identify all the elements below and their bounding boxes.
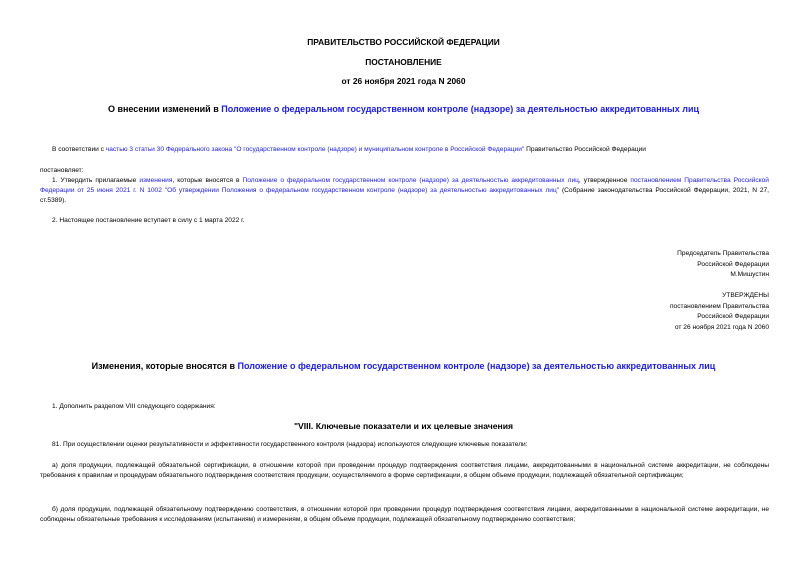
government-heading: ПРАВИТЕЛЬСТВО РОССИЙСКОЙ ФЕДЕРАЦИИ [307,37,500,47]
item1-t2: , которые вносятся в [172,177,243,184]
section-title: "VIII. Ключевые показатели и их целевые значения [293,421,514,431]
approved-line2: постановлением Правительства [669,302,769,310]
item1-t4: (Собрание законодательства Российской Федерации, 2021, N 27, ст.5389). [40,187,769,204]
item1-resolution-link[interactable]: постановлением Правительства Российской Федерации от 25 июня 2021 г. N 1002 "Об утверждении Положения о федеральном государственном контроле (надзоре) за деятельностью аккредитованных лиц" [40,177,769,194]
preamble-text2: Правительство Российской Федерации [524,146,646,153]
approved-line4: от 26 ноября 2021 года N 2060 [674,323,769,331]
approved-block [670,291,769,333]
signature-line3: М.Мишустин [730,271,769,278]
date-number: от 26 ноября 2021 года N 2060 [341,76,466,86]
item1-t3: , утвержденное [578,177,631,184]
item1-regulation-link[interactable]: Положение о федеральном государственном контроле (надзоре) за деятельностью аккредитованных лиц [242,177,579,184]
changes-title-link[interactable]: Положение о федеральном государственном контроле (надзоре) за деятельностью аккредитованных лиц [237,361,716,371]
change-1: 1. Дополнить разделом VIII следующего содержания: [52,403,216,410]
changes-title-prefix: Изменения, которые вносятся в [91,361,238,371]
signature-line1: Председатель Правительства [677,250,769,257]
approved-line1: УТВЕРЖДЕНЫ [722,292,769,299]
paragraph-a: а) доля продукции, подлежащей обязательной сертификации, в отношении которой при проведении процедур подтверждения соответствия лицами, аккредитованными в национальной системе аккредитации, не соблюдены требования к правилам и процедурам обязательного подтверждения соответствия продукции, осуществляемого в форме сертификации, в общем объеме продукции, подлежащей обязательной сертификации; [40,462,769,479]
changes-title [0,361,807,371]
title-link[interactable]: Положение о федеральном государственном контроле (надзоре) за деятельностью аккредитованных лиц [221,104,700,114]
approved-line3: Российской Федерации [697,313,769,320]
item-2: 2. Настоящее постановление вступает в силу с 1 марта 2022 г. [52,217,245,224]
decides-text: постановляет: [40,167,84,174]
paragraph-81: 81. При осуществлении оценки результативности и эффективности государственного контроля (надзора) используются следующие ключевые показатели: [52,441,528,448]
preamble [52,145,772,155]
title-prefix: О внесении изменений в [107,104,222,114]
paragraph-b: б) доля продукции, подлежащей обязательному подтверждению соответствия, в отношении которой при проведении процедур подтверждения соответствия лицами, аккредитованными в национальной системе аккредитации, не соблюдены обязательные требования к исследованиям (испытаниям) и измерениям, в общем объеме продукции, подлежащей обязательному подтверждению соответствия; [40,506,769,523]
signature-line2: Российской Федерации [697,260,769,268]
item1-changes-link[interactable]: изменения [139,177,173,184]
item1-t1: 1. Утвердить прилагаемые [52,177,140,184]
preamble-text1: В соответствии с [52,146,106,153]
signature-block [677,249,769,281]
doc-type-heading: ПОСТАНОВЛЕНИЕ [365,57,442,67]
item-1 [40,176,769,206]
document-title [0,104,807,114]
preamble-law-link[interactable]: частью 3 статьи 30 Федерального закона "О государственном контроле (надзоре) и муниципальном контроле в Российской Федерации" [105,146,525,153]
